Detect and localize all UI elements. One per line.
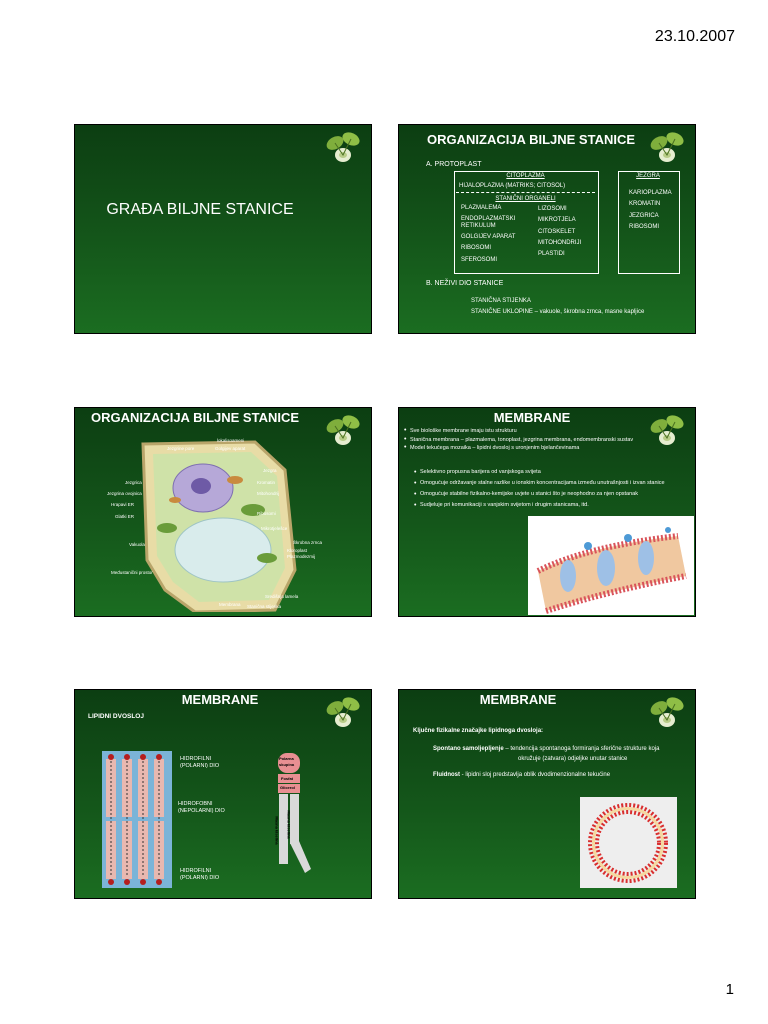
cell-label-6: Kromatin xyxy=(257,480,276,485)
cell-label-2: Jezgrine pore xyxy=(167,446,195,451)
cell-label-8: Mitohondrij xyxy=(257,491,280,496)
slide-6-intro: Ključne fizikalne značajke lipidnoga dvosloja: xyxy=(413,728,544,734)
organel-1: PLAZMALEMA xyxy=(461,205,502,211)
cell-label-7: Jezgrina ovojnica xyxy=(107,491,142,496)
section-a: A. PROTOPLAST xyxy=(426,161,482,168)
slide-1 xyxy=(74,124,372,334)
term-2-text: - lipidni sloj predstavlja oblik dvodimenzionalne tekućine xyxy=(461,772,611,778)
jezgra-item-3: JEZGRICA xyxy=(629,213,659,219)
label-hydrophilic-bot-1: HIDROFILNI xyxy=(180,868,212,874)
organel-11: PLASTIDI xyxy=(538,251,565,257)
slide-1-title: GRAĐA BILJNE STANICE xyxy=(106,201,294,218)
jezgra-item-1: KARIOPLAZMA xyxy=(629,190,672,196)
label-hydrophilic-bot-2: (POLARNI) DIO xyxy=(180,875,220,881)
lipid-bilayer-illustration xyxy=(102,751,172,888)
bullet-2: • Stanična membrana – plazmalema, tonoplast, jezgrina membrana, endomembranski sustav xyxy=(404,436,633,445)
slide-5 xyxy=(74,689,372,899)
cell-label-18: Središnja lamela xyxy=(265,594,299,599)
slide-2 xyxy=(398,124,696,334)
leaf-icon xyxy=(645,127,691,167)
slide-5-subtitle: LIPIDNI DVOSLOJ xyxy=(88,713,144,720)
organel-3: RETIKULUM xyxy=(461,223,496,229)
cell-label-19: Membrana xyxy=(219,602,241,607)
term-2-line xyxy=(433,772,610,778)
term-2: Fluidnost xyxy=(433,772,460,778)
organel-4: GOLGIJEV APARAT xyxy=(461,234,516,240)
term-1-line xyxy=(433,746,659,752)
cell-label-3: Golgijev aparat xyxy=(215,446,246,451)
organel-7: LIZOSOMI xyxy=(538,206,567,212)
cell-label-10: Glatki ER xyxy=(115,514,135,519)
sub-bullet-1: • Selektivno propusna barijera od vanjskoga svijeta xyxy=(414,467,665,478)
tail-label-2: Masna kiselina xyxy=(286,810,292,839)
head-label-polarna: Polarna xyxy=(279,756,294,761)
b-item-2: STANIČNE UKLOPINE – vakuole, škrobna zrnca, masne kapljice xyxy=(471,309,645,315)
liposome-illustration xyxy=(580,797,677,888)
leaf-icon xyxy=(321,410,367,450)
b-item-1: STANIČNA STIJENKA xyxy=(471,298,531,304)
stanicni-organeli-heading: STANIČNI ORGANELI xyxy=(495,196,556,202)
cell-label-15: Kloroplast xyxy=(287,548,308,553)
organel-9: CITOSKELET xyxy=(538,229,576,235)
slide-5-title: MEMBRANE xyxy=(181,692,259,707)
slide-4-title: MEMBRANE xyxy=(493,410,571,425)
jezgra-heading: JEZGRA xyxy=(636,173,660,179)
label-hydrophilic-top-1: HIDROFILNI xyxy=(180,756,212,762)
slide-2-title: ORGANIZACIJA BILJNE STANICE xyxy=(427,132,636,147)
tail-label-1: Masna kiselina xyxy=(274,816,280,845)
membrane-sub-bullets xyxy=(414,467,665,511)
section-b: B. NEŽIVI DIO STANICE xyxy=(426,280,504,287)
sub-bullet-4: • Sudjeluje pri komunikaciji s vanjskim svijetom i drugim stanicama, itd. xyxy=(414,500,665,511)
cell-label-16: Plazmodezmij xyxy=(287,554,316,559)
membrane-bullets xyxy=(404,427,633,453)
leaf-icon xyxy=(645,692,691,732)
page-date: 23.10.2007 xyxy=(654,28,735,45)
term-1-text: – tendencija spontanoga formiranja sferične strukture koja xyxy=(505,746,660,752)
organel-6: SFEROSOMI xyxy=(461,257,498,263)
organel-2: ENDOPLAZMATSKI xyxy=(461,216,516,222)
slide-4 xyxy=(398,407,696,617)
cell-label-14: Škrobna zrnca xyxy=(293,540,323,545)
organel-8: MIKROTJELA xyxy=(538,217,576,223)
label-hydrophobic-2: (NEPOLARNI) DIO xyxy=(178,808,225,814)
sub-bullet-3: • Omogućuje stabilne fizikalno-kemijske uvjete u stanici što je neophodno za njen opstanak xyxy=(414,489,665,500)
label-hydrophilic-top-2: (POLARNI) DIO xyxy=(180,763,220,769)
cell-label-13: Vakuola xyxy=(129,542,145,547)
term-1-text-2: okružuje (zatvara) odjeljke unutar stanice xyxy=(518,756,628,762)
cell-label-1: lokalisoameni xyxy=(217,438,245,443)
slide-6-title: MEMBRANE xyxy=(479,692,557,707)
organel-10: MITOHONDRIJI xyxy=(538,240,582,246)
jezgra-item-2: KROMATIN xyxy=(629,201,661,207)
organel-5: RIBOSOMI xyxy=(461,245,492,251)
head-label-skupina: skupina xyxy=(279,762,295,767)
dashed-divider xyxy=(456,192,595,193)
label-hydrophobic-1: HIDROFOBNI xyxy=(178,801,213,807)
fluid-mosaic-illustration xyxy=(528,516,694,615)
cell-label-17: Međustanični prostor xyxy=(111,570,153,575)
term-1: Spontano samoljepljenje xyxy=(433,746,504,752)
cell-label-9: Hrapavi ER xyxy=(111,502,135,507)
slide-6 xyxy=(398,689,696,899)
bullet-1: • Sve biološke membrane imaju istu strukturu xyxy=(404,427,633,436)
hijaloplazma: HIJALOPLAZMA (MATRIKS; CITOSOL) xyxy=(459,183,566,189)
head-label-glicerol: Glicerol xyxy=(280,785,295,790)
citoplazma-heading: CITOPLAZMA xyxy=(506,173,545,179)
sub-bullet-2: • Omogućuje održavanje stalne razlike u ionskim koncentracijama između unutrašnjosti i izvan stanice xyxy=(414,478,665,489)
slide-3 xyxy=(74,407,372,617)
cell-label-12: Mikrotjelešce xyxy=(261,526,288,531)
leaf-icon xyxy=(321,127,367,167)
bullet-3: • Model tekućega mozaika – lipidni dvosloj s uronjenim bjelančevinama xyxy=(404,444,633,453)
cell-label-20: Stanična stijenka xyxy=(247,604,282,609)
cell-label-4: Jezgra xyxy=(263,468,277,473)
cell-label-5: Jezgrica xyxy=(125,480,142,485)
page-number: 1 xyxy=(725,981,734,998)
cell-label-11: Ribosomi xyxy=(257,511,276,516)
slide-3-title: ORGANIZACIJA BILJNE STANICE xyxy=(91,410,300,425)
head-label-fosfat: Fosfat xyxy=(281,776,293,781)
jezgra-item-4: RIBOSOMI xyxy=(629,224,660,230)
